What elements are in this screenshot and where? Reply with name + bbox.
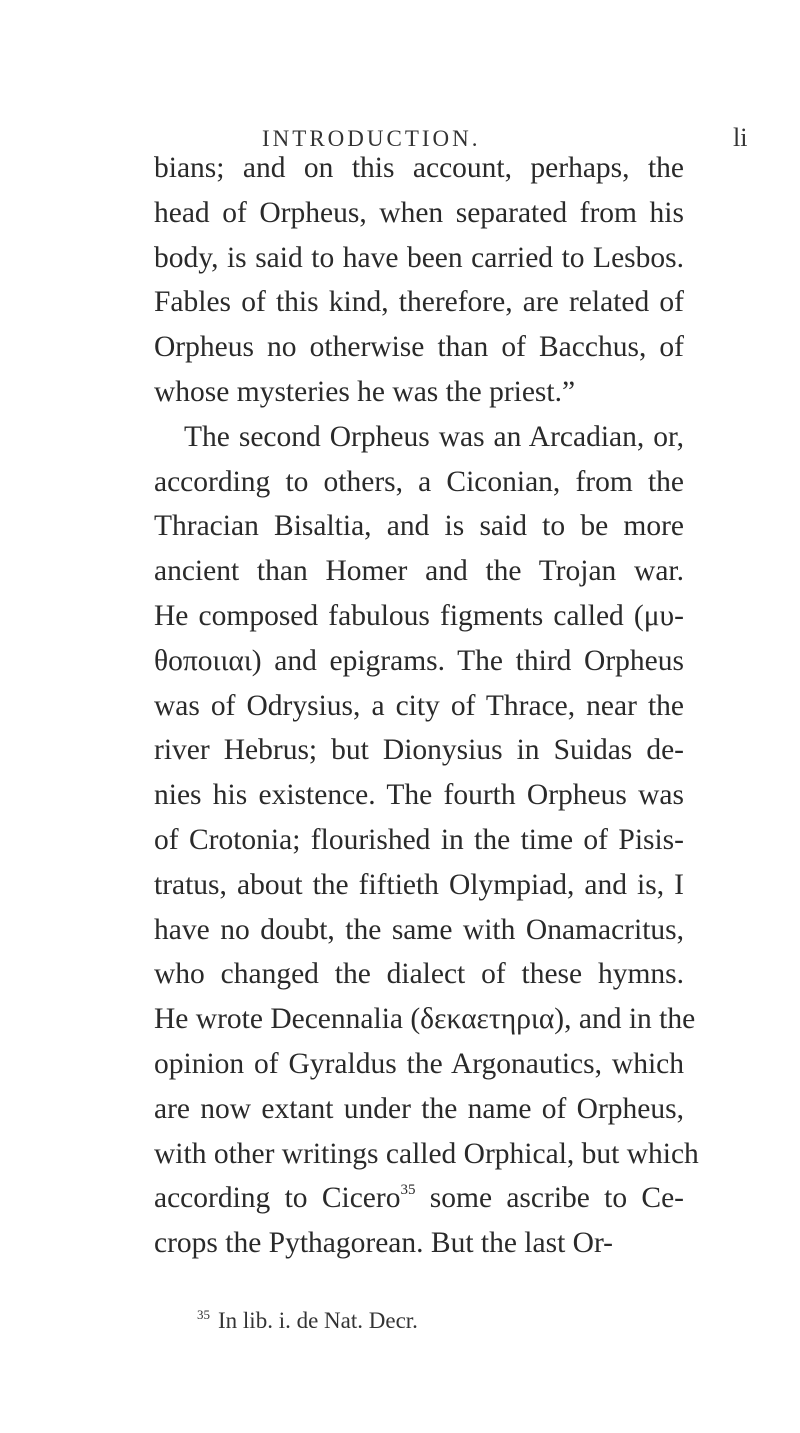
text-line: are now extant under the name of Orpheus, [154, 1092, 684, 1125]
text-line: river Hebrus; but Dionysius in Suidas de- [154, 734, 684, 767]
text-line [154, 1176, 684, 1221]
footnote-number: 35 [197, 1307, 210, 1322]
text-line: of Crotonia; flourished in the time of Pisis- [154, 823, 684, 856]
text-line: Fables of this kind, therefore, are related of [154, 286, 684, 319]
text-line: opinion of Gyraldus the Argonautics, which [154, 1047, 684, 1080]
text-line: θοποιιαι) and epigrams. The third Orpheus [154, 644, 684, 677]
footnote [197, 1308, 418, 1334]
running-title: INTRODUCTION. [262, 126, 481, 151]
text-line: was of Odrysius, a city of Thrace, near the [154, 689, 684, 722]
text-segment: according to Cicero [154, 1182, 401, 1215]
text-line: ancient than Homer and the Trojan war. [154, 555, 684, 588]
text-line: head of Orpheus, when separated from his [154, 196, 684, 229]
body-text [154, 146, 699, 1266]
text-line: Thracian Bisaltia, and is said to be more [154, 510, 684, 543]
text-line: according to others, a Ciconian, from the [154, 465, 684, 498]
text-line: The second Orpheus was an Arcadian, or, [184, 420, 684, 453]
footnote-reference: 35 [400, 1182, 416, 1199]
text-line: crops the Pythagorean. But the last Or- [154, 1227, 614, 1260]
text-line: He composed fabulous figments called (μυ- [154, 599, 684, 632]
text-line: He wrote Decennalia (δεκαετηρια), and in the [154, 1003, 696, 1036]
text-line: have no doubt, the same with Onamacritus, [154, 913, 684, 946]
text-line: bians; and on this account, perhaps, the [154, 152, 684, 184]
footnote-text: In lib. i. de Nat. Decr. [218, 1308, 418, 1333]
text-line: whose mysteries he was the priest.” [154, 375, 576, 408]
text-line: with other writings called Orphical, but which [154, 1137, 699, 1170]
page-number: li [733, 123, 748, 152]
text-line: body, is said to have been carried to Lesbos. [154, 241, 684, 274]
text-line: nies his existence. The fourth Orpheus was [154, 779, 684, 812]
text-line: Orpheus no otherwise than of Bacchus, of [154, 331, 684, 364]
text-line: who changed the dialect of these hymns. [154, 958, 684, 991]
text-line: tratus, about the fiftieth Olympiad, and is, I [154, 868, 684, 901]
text-segment: some ascribe to Ce- [429, 1182, 684, 1215]
